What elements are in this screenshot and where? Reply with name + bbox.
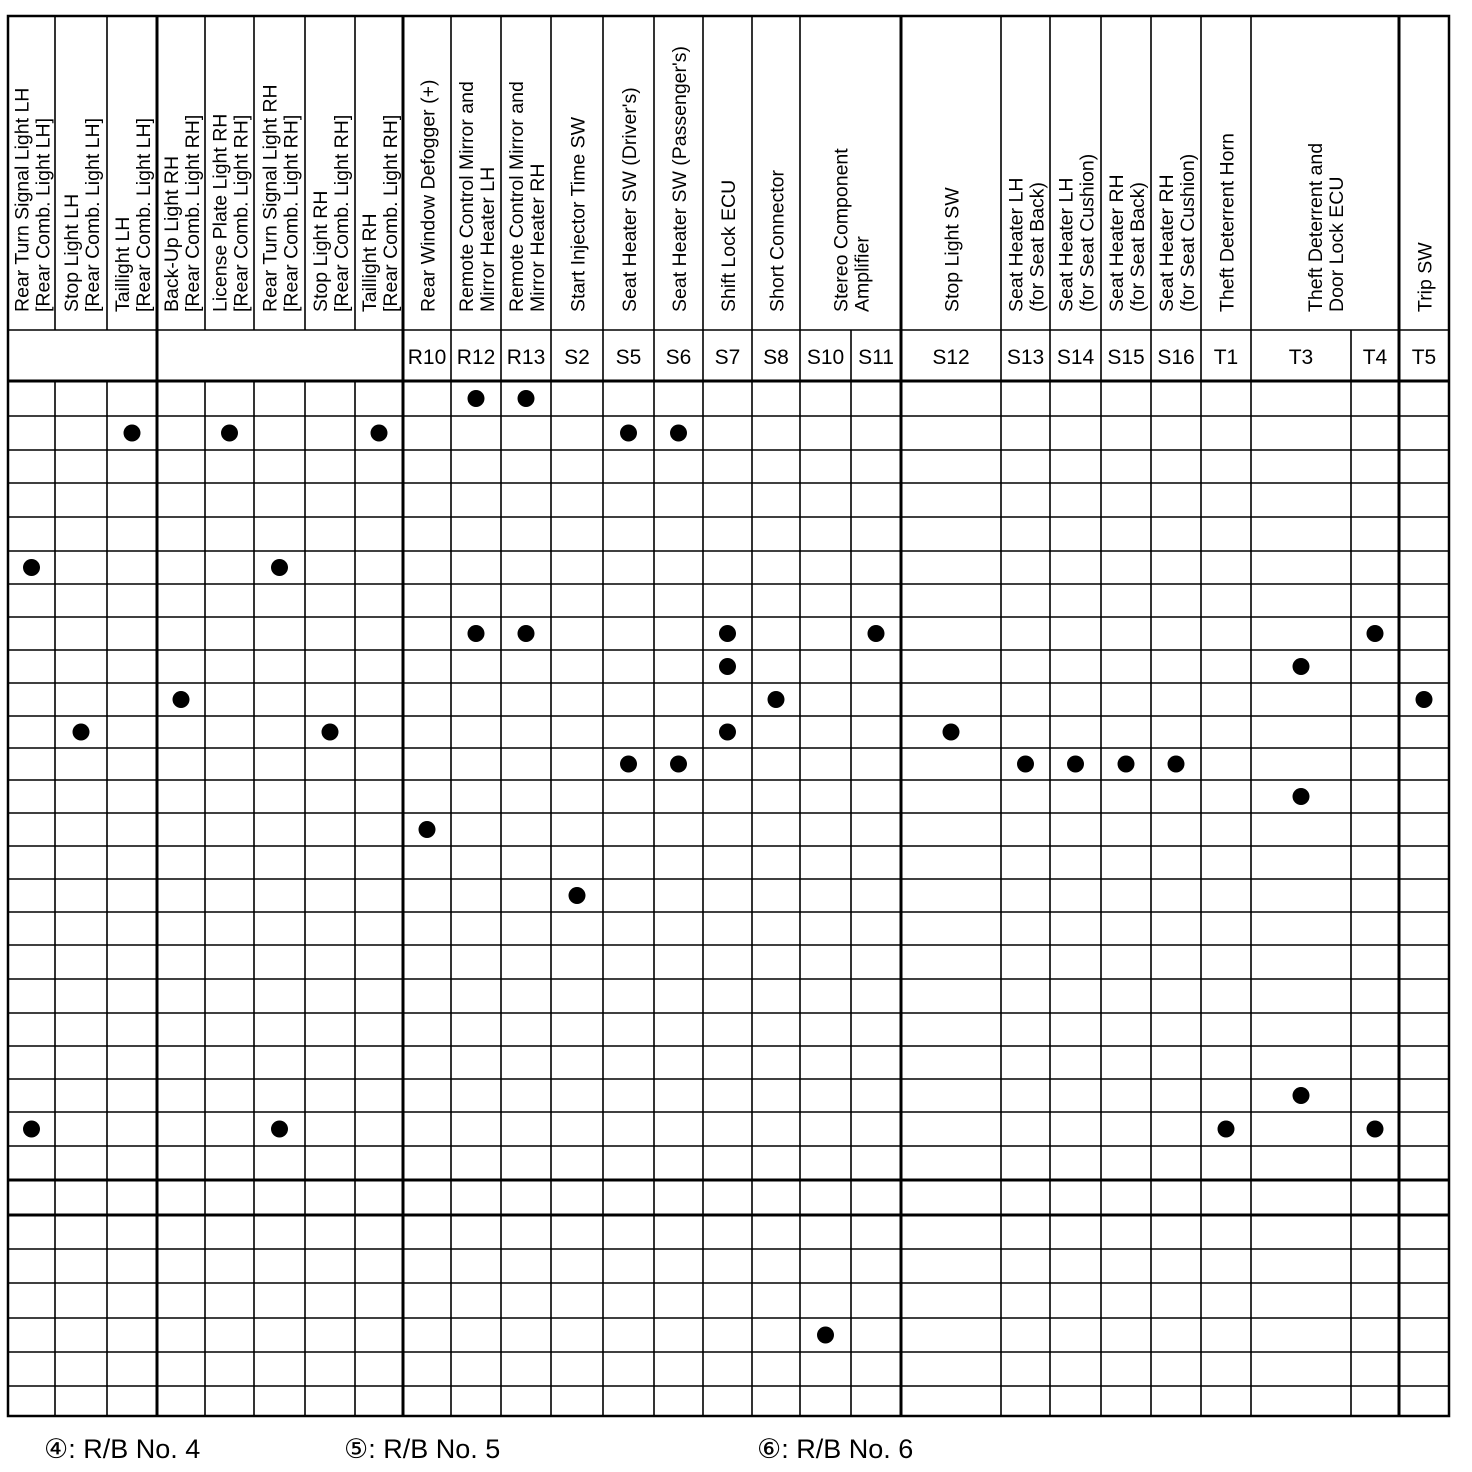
connection-dot — [518, 625, 535, 642]
column-header-text: [Rear Comb. Light LH] — [132, 117, 155, 312]
column-header-text: Stop Light LH — [60, 193, 83, 312]
connector-code: S16 — [1157, 346, 1195, 369]
connection-dot — [23, 1121, 40, 1138]
column-header-text: Taillight RH — [358, 213, 381, 312]
connection-dot — [943, 724, 960, 741]
connection-dot — [719, 625, 736, 642]
legend-text-rb5: : R/B No. 5 — [368, 1434, 501, 1464]
connection-dot — [670, 425, 687, 442]
legend-text-rb4: : R/B No. 4 — [68, 1434, 201, 1464]
legend-text-rb6: : R/B No. 6 — [781, 1434, 914, 1464]
connector-code: S11 — [858, 346, 894, 369]
column-header-text: Seat Heater LH — [1005, 177, 1028, 312]
column-header-text: [Rear Comb. Light RH] — [330, 114, 353, 312]
column-header-text: [Rear Comb. Light LH] — [81, 117, 104, 312]
column-header-text: Taillight LH — [111, 216, 134, 312]
column-header-text: Mirror Heater RH — [526, 163, 549, 312]
column-header-text: Door Lock ECU — [1325, 176, 1348, 312]
column-header-text: Back-Up Light RH — [160, 155, 183, 312]
connection-dot — [1293, 1087, 1310, 1104]
connection-dot — [868, 625, 885, 642]
connection-dot — [173, 691, 190, 708]
connector-code: R12 — [456, 346, 496, 369]
connection-dot — [1367, 1121, 1384, 1138]
connection-dot — [1017, 756, 1034, 773]
connection-dot — [1293, 658, 1310, 675]
column-header-text: Trip SW — [1414, 242, 1437, 312]
column-header-text: Start Injector Time SW — [567, 116, 590, 312]
connection-dot — [371, 425, 388, 442]
connector-code: R10 — [407, 346, 447, 369]
column-header-text: [Rear Comb. Light LH] — [32, 117, 55, 312]
connector-code: S12 — [932, 346, 970, 369]
connection-dot — [1118, 756, 1135, 773]
connector-code: R13 — [506, 346, 546, 369]
connection-dot — [124, 425, 141, 442]
connector-code: S15 — [1107, 346, 1145, 369]
column-header-text: Rear Turn Signal Light LH — [11, 87, 34, 312]
column-header-text: (for Seat Back) — [1126, 181, 1149, 312]
connector-code: T1 — [1213, 346, 1239, 369]
column-header-text: Amplifier — [851, 236, 874, 312]
connection-dot — [221, 425, 238, 442]
connection-dot — [620, 425, 637, 442]
connector-code: S14 — [1056, 346, 1095, 369]
column-header-text: Theft Deterrent Horn — [1216, 133, 1239, 312]
connection-dot — [817, 1327, 834, 1344]
legend-mark-rb5: ⑤ — [344, 1434, 369, 1464]
column-header-text: Seat Heater SW (Passenger's) — [668, 46, 691, 312]
connection-dot — [1293, 788, 1310, 805]
column-header-text: (for Seat Back) — [1026, 181, 1049, 312]
column-header-text: License Plate Light RH — [209, 113, 232, 312]
column-header-text: Rear Turn Signal Light RH — [259, 84, 282, 312]
column-header-text: [Rear Comb. Light RH] — [379, 114, 402, 312]
connection-dot — [1067, 756, 1084, 773]
connection-dot — [271, 559, 288, 576]
legend-mark-rb6: ⑥ — [757, 1434, 782, 1464]
connector-code: S6 — [665, 346, 692, 369]
column-header-text: [Rear Comb. Light RH] — [280, 114, 303, 312]
connection-dot — [322, 724, 339, 741]
legend-item-rb5 — [344, 1434, 500, 1465]
connector-code: S5 — [615, 346, 642, 369]
connection-dot — [271, 1121, 288, 1138]
column-header-text: Remote Control Mirror and — [505, 81, 528, 312]
connector-code: S7 — [714, 346, 741, 369]
column-header-text: Seat Heater RH — [1155, 174, 1178, 312]
connection-dot — [468, 390, 485, 407]
connection-dot — [719, 658, 736, 675]
connection-dot — [1168, 756, 1185, 773]
connector-code: T4 — [1362, 346, 1388, 369]
column-header-text: Shift Lock ECU — [717, 179, 740, 312]
connection-dot — [1218, 1121, 1235, 1138]
connection-dot — [1416, 691, 1433, 708]
column-header-text: Seat Heater LH — [1055, 177, 1078, 312]
legend-item-rb4 — [44, 1434, 200, 1465]
connection-dot — [768, 691, 785, 708]
connection-dot — [419, 821, 436, 838]
connector-code: T5 — [1411, 346, 1437, 369]
column-header-text: Mirror Heater LH — [476, 166, 499, 312]
connection-dot — [518, 390, 535, 407]
column-header-text: [Rear Comb. Light RH] — [230, 114, 253, 312]
legend — [0, 1430, 1472, 1472]
connection-dot — [670, 756, 687, 773]
column-header-text: Stop Light RH — [309, 190, 332, 312]
connector-code: S2 — [564, 346, 590, 369]
connector-code: S8 — [763, 346, 789, 369]
legend-mark-rb4: ④ — [44, 1434, 69, 1464]
connection-dot — [23, 559, 40, 576]
column-header-text: Seat Heater RH — [1105, 174, 1128, 312]
column-header-text: Rear Window Defogger (+) — [417, 79, 440, 312]
connector-code: S13 — [1006, 346, 1045, 369]
column-header-text: Remote Control Mirror and — [455, 81, 478, 312]
connection-dot — [73, 724, 90, 741]
column-header-text: Stop Light SW — [941, 187, 964, 312]
connection-dot — [719, 724, 736, 741]
connection-dot — [620, 756, 637, 773]
connector-code: T3 — [1288, 346, 1314, 369]
connection-dot — [1367, 625, 1384, 642]
column-header-text: (for Seat Cushion) — [1176, 153, 1199, 312]
connector-code: S10 — [806, 346, 845, 369]
connection-dot — [468, 625, 485, 642]
legend-item-rb6 — [757, 1434, 913, 1465]
column-header-text: Seat Heater SW (Driver's) — [618, 87, 641, 312]
column-header-text: [Rear Comb. Light RH] — [181, 114, 204, 312]
column-header-text: (for Seat Cushion) — [1076, 153, 1099, 312]
connection-dot — [569, 887, 586, 904]
column-header-text: Theft Deterrent and — [1304, 142, 1327, 312]
column-header-text: Short Connector — [766, 170, 789, 312]
column-header-text: Stereo Component — [830, 148, 853, 312]
